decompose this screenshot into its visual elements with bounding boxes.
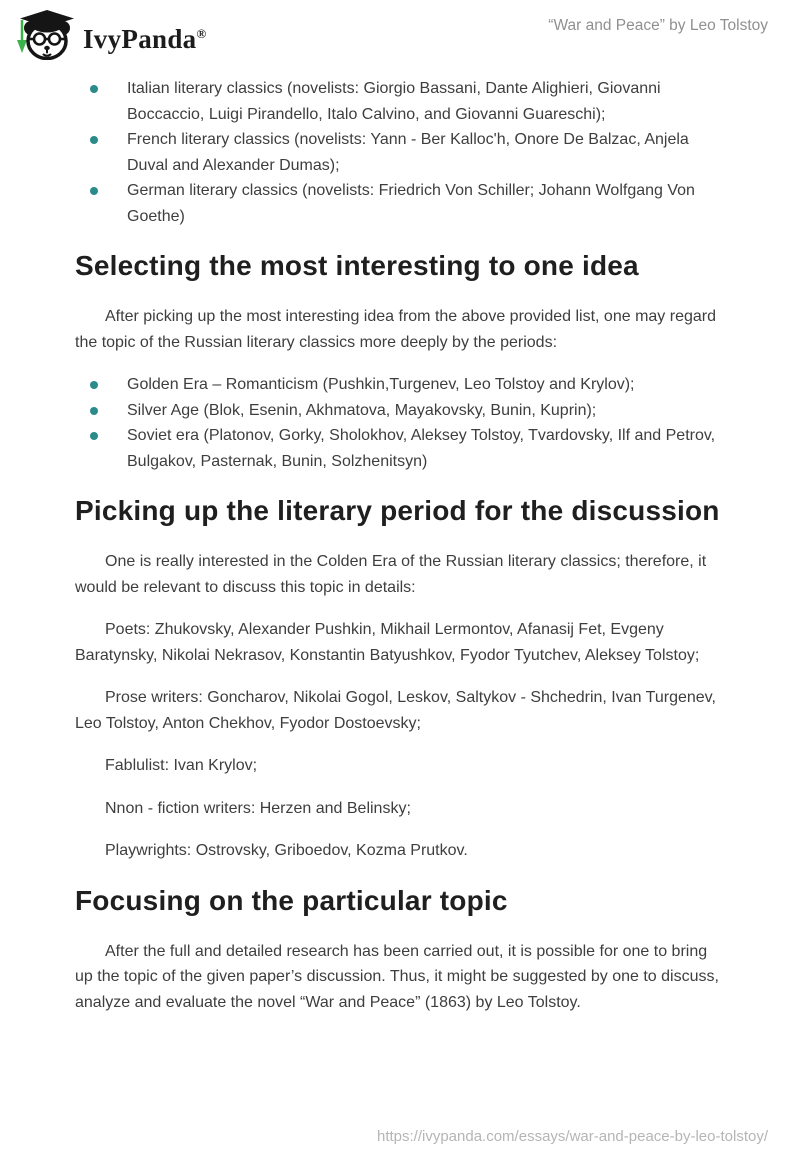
list-item: German literary classics (novelists: Friedrich Von Schiller; Johann Wolfgang Von Goethe): [75, 178, 725, 229]
paragraph: One is really interested in the Colden Era of the Russian literary classics; therefore, it would be relevant to discuss this topic in details:: [75, 553, 707, 596]
list-item: Soviet era (Platonov, Gorky, Sholokhov, Aleksey Tolstoy, Tvardovsky, Ilf and Petrov, Bulgakov, Pasternak, Bunin, Solzhenitsyn): [75, 423, 725, 474]
section-heading-picking: Picking up the literary period for the discussion: [75, 495, 720, 526]
paragraph: Prose writers: Goncharov, Nikolai Gogol, Leskov, Saltykov - Shchedrin, Ivan Turgenev, Leo Tolstoy, Anton Chekhov, Fyodor Dostoevsky;: [75, 689, 716, 732]
list-item: Silver Age (Blok, Esenin, Akhmatova, Mayakovsky, Bunin, Kuprin);: [75, 398, 725, 424]
paragraph: Poets: Zhukovsky, Alexander Pushkin, Mikhail Lermontov, Afanasij Fet, Evgeny Baratynsky, Nikolai Nekrasov, Konstantin Batyushkov, Fyodor Tyutchev, Aleksey Tolstoy;: [75, 621, 700, 664]
literary-classics-list: [75, 76, 725, 229]
paragraph: Fablulist: Ivan Krylov;: [105, 757, 258, 774]
paragraph: After picking up the most interesting idea from the above provided list, one may regard the topic of the Russian literary classics more deeply by the periods:: [75, 308, 716, 351]
ivypanda-logo-icon: [14, 8, 74, 60]
periods-list: [75, 372, 725, 474]
registered-trademark: ®: [196, 25, 207, 41]
list-item: Italian literary classics (novelists: Giorgio Bassani, Dante Alighieri, Giovanni Boccaccio, Luigi Pirandello, Italo Calvino, and Giovanni Guareschi);: [75, 76, 725, 127]
list-item: French literary classics (novelists: Yann - Ber Kalloc'h, Onore De Balzac, Anjela Duval and Alexander Dumas);: [75, 127, 725, 178]
paragraph: After the full and detailed research has been carried out, it is possible for one to bring up the topic of the given paper’s discussion. Thus, it might be suggested by one to discuss, analyze and evaluate the novel “War and Peace” (1863) by Leo Tolstoy.: [75, 942, 719, 1011]
section-heading-focusing: Focusing on the particular topic: [75, 884, 508, 916]
source-url: https://ivypanda.com/essays/war-and-peace-by-leo-tolstoy/: [376, 1128, 768, 1145]
paragraph: Nnon - fiction writers: Herzen and Belinsky;: [105, 799, 411, 817]
page-header: [0, 0, 800, 62]
list-item: Golden Era – Romanticism (Pushkin,Turgenev, Leo Tolstoy and Krylov);: [75, 372, 725, 398]
brand-name: IvyPanda®: [83, 23, 207, 54]
section-heading-selecting: Selecting the most interesting to one idea: [75, 250, 639, 281]
essay-body: [75, 76, 725, 1015]
document-title: “War and Peace” by Leo Tolstoy: [548, 17, 768, 34]
page-footer: [377, 1128, 768, 1146]
paragraph: Playwrights: Ostrovsky, Griboedov, Kozma Prutkov.: [105, 842, 468, 859]
brand: [14, 8, 206, 60]
